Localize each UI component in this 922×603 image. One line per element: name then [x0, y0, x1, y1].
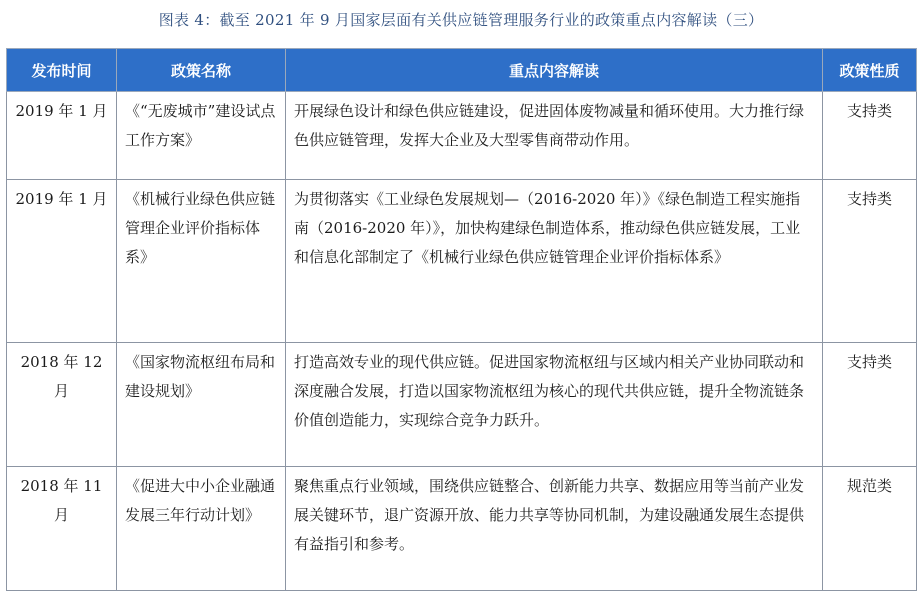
- document-title: 图表 4：截至 2021 年 9 月国家层面有关供应链管理服务行业的政策重点内容解读（三）: [158, 11, 764, 29]
- cell-date: 2018 年 11 月: [7, 467, 117, 591]
- cell-content: 打造高效专业的现代供应链。促进国家物流枢纽与区域内相关产业协同联动和深度融合发展，打造以国家物流枢纽为核心的现代共供应链，提升全物流链条价值创造能力，实现综合竞争力跃升。: [286, 343, 823, 467]
- cell-date: 2019 年 1 月: [7, 92, 117, 180]
- cell-date: 2019 年 1 月: [7, 180, 117, 343]
- cell-policy-type: 支持类: [823, 92, 917, 180]
- cell-policy-name: 《促进大中小企业融通发展三年行动计划》: [117, 467, 286, 591]
- table-header-row: [7, 49, 917, 92]
- cell-policy-type: 规范类: [823, 467, 917, 591]
- cell-policy-name: 《国家物流枢纽布局和建设规划》: [117, 343, 286, 467]
- cell-content: 开展绿色设计和绿色供应链建设，促进固体废物减量和循环使用。大力推行绿色供应链管理，发挥大企业及大型零售商带动作用。: [286, 92, 823, 180]
- cell-content: 为贯彻落实《工业绿色发展规划—（2016-2020 年）》《绿色制造工程实施指南（2016-2020 年）》，加快构建绿色制造体系，推动绿色供应链发展，工业和信息化部制定了《机械行业绿色供应链管理企业评价指标体系》: [286, 180, 823, 343]
- policy-table: [6, 48, 917, 591]
- header-policy-name: 政策名称: [117, 49, 286, 92]
- table-row: [7, 467, 917, 591]
- cell-policy-name: 《机械行业绿色供应链管理企业评价指标体系》: [117, 180, 286, 343]
- table-row: [7, 343, 917, 467]
- header-key-content: 重点内容解读: [286, 49, 823, 92]
- cell-content: 聚焦重点行业领域，围绕供应链整合、创新能力共享、数据应用等当前产业发展关键环节，退广资源开放、能力共享等协同机制，为建设融通发展生态提供有益指引和参考。: [286, 467, 823, 591]
- cell-date: 2018 年 12 月: [7, 343, 117, 467]
- table-row: [7, 92, 917, 180]
- header-date: 发布时间: [7, 49, 117, 92]
- cell-policy-type: 支持类: [823, 343, 917, 467]
- header-policy-type: 政策性质: [823, 49, 917, 92]
- cell-policy-name: 《“无废城市”建设试点工作方案》: [117, 92, 286, 180]
- cell-policy-type: 支持类: [823, 180, 917, 343]
- table-row: [7, 180, 917, 343]
